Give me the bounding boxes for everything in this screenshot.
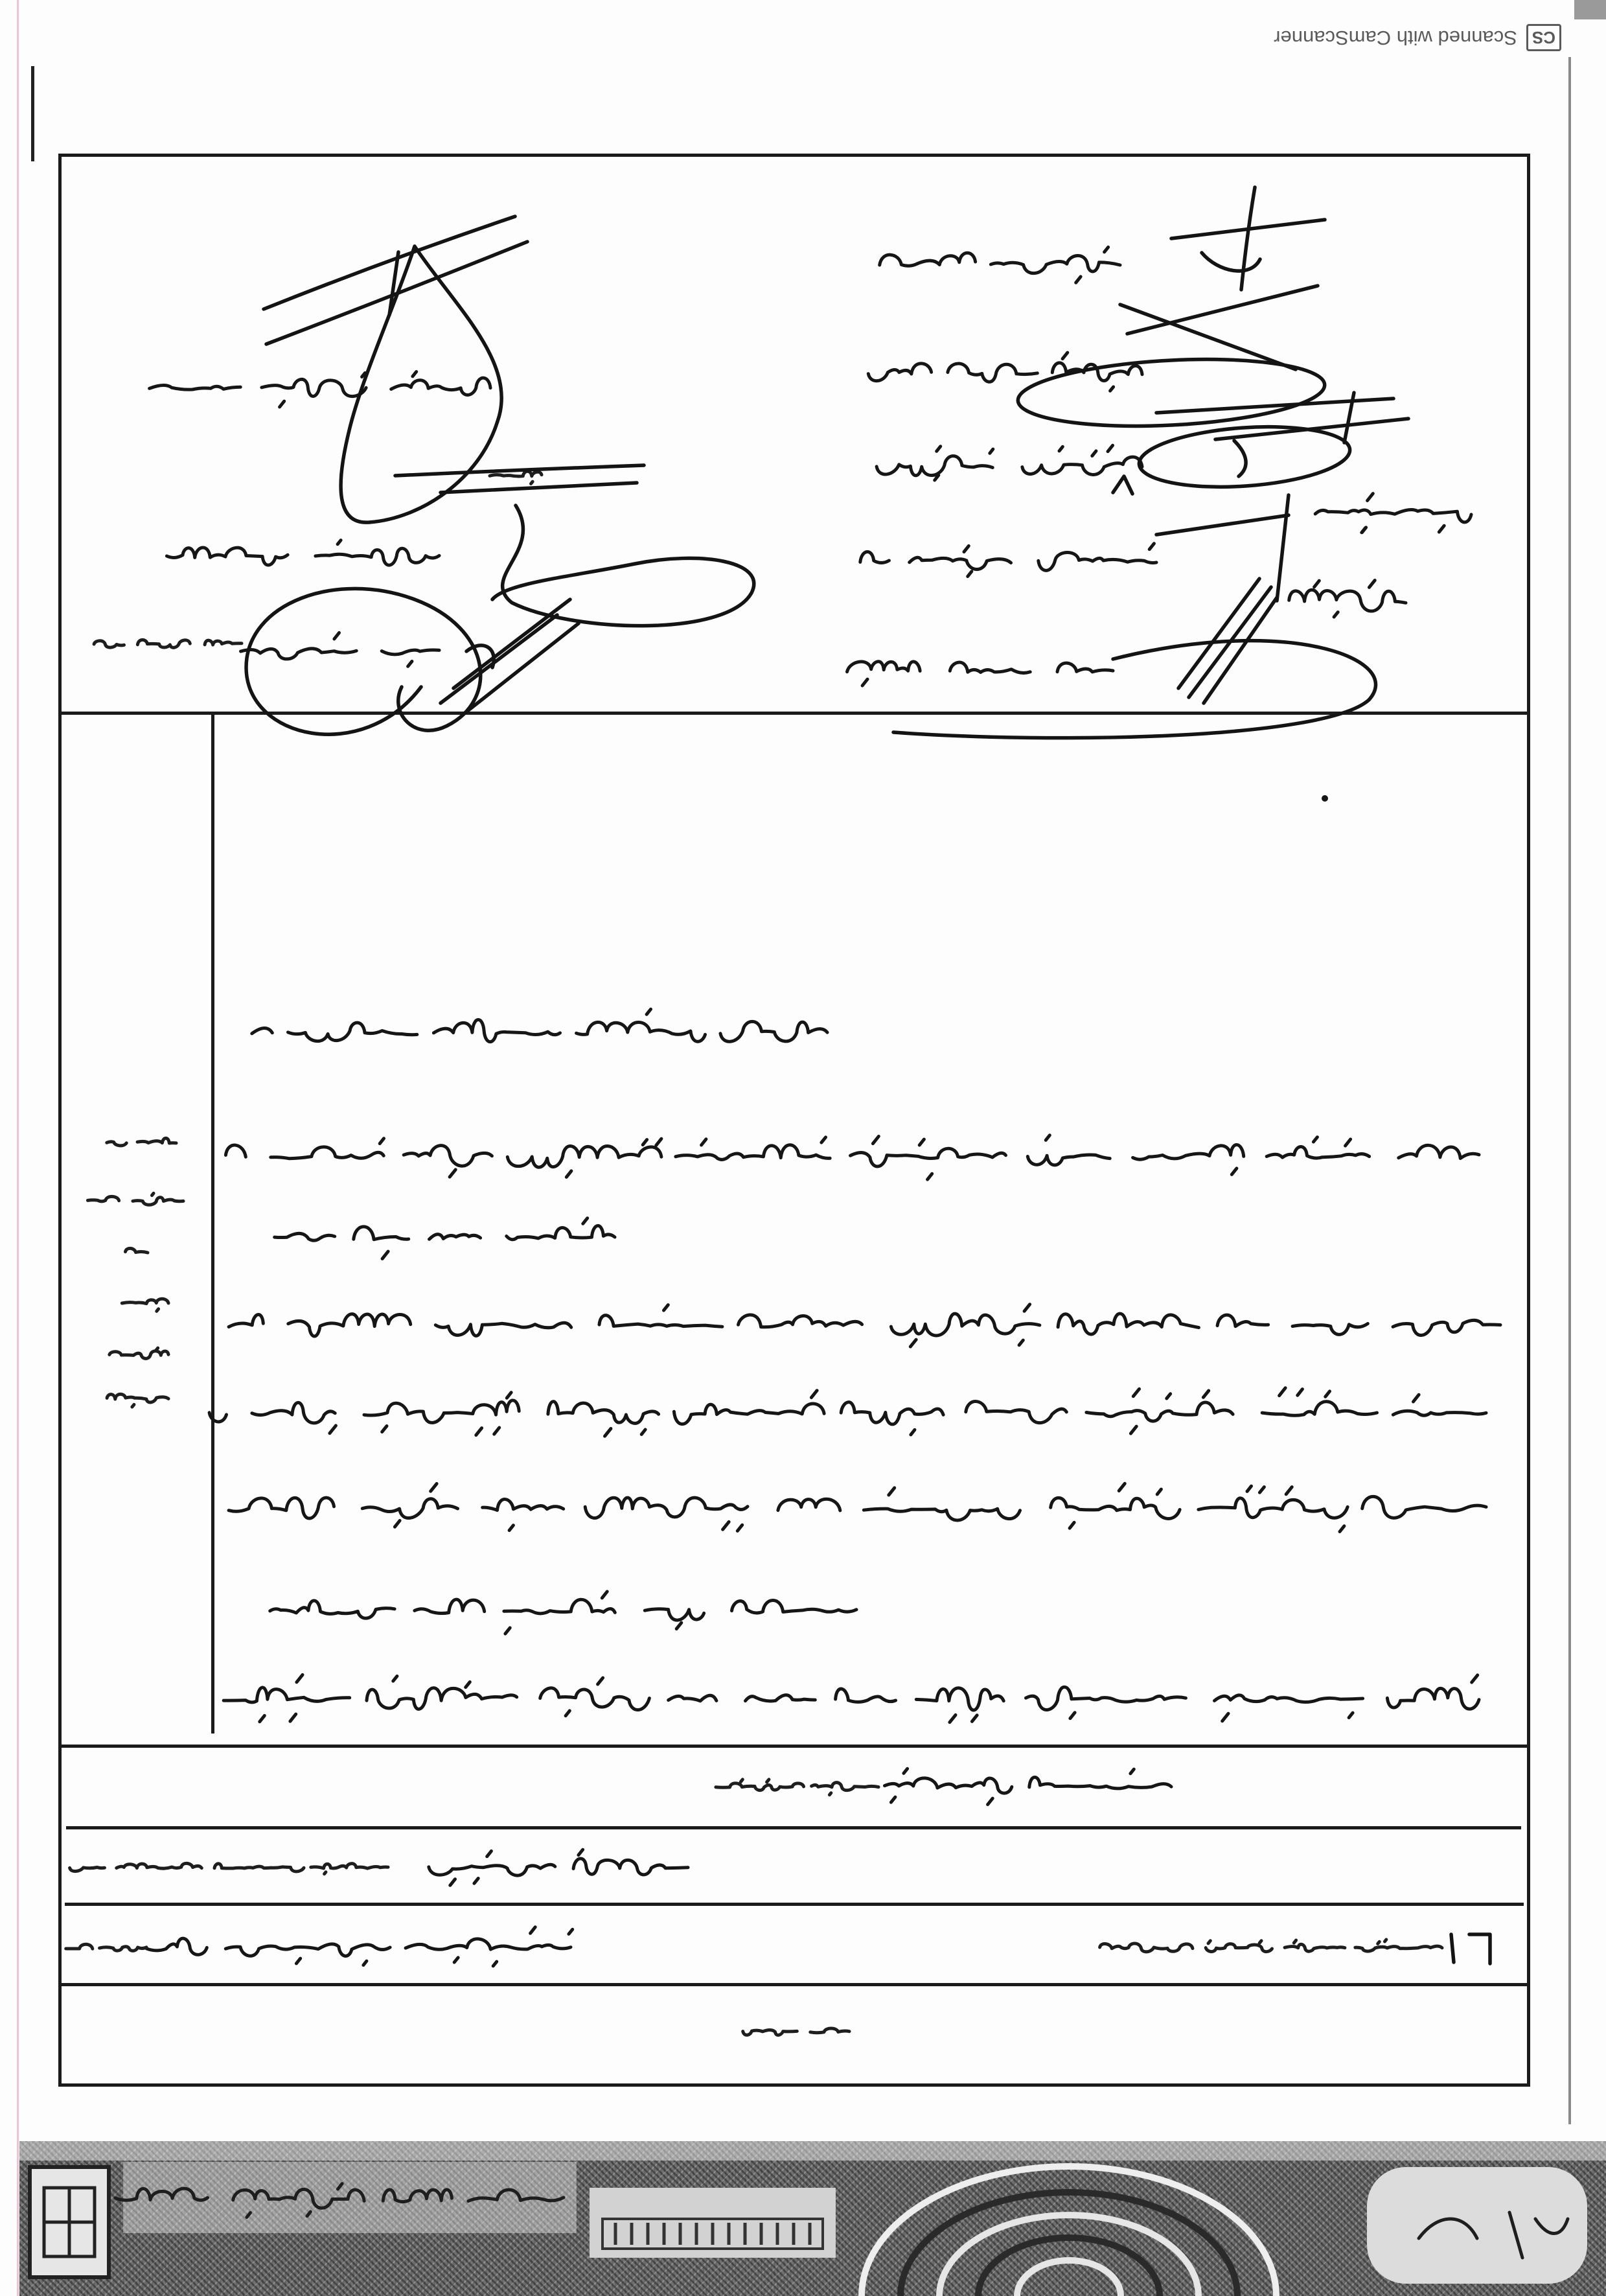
signature-stroke xyxy=(1202,253,1260,271)
watermark-text: Scanned with CamScanner xyxy=(1274,27,1517,49)
printed-form-label xyxy=(126,1248,148,1253)
decorative-banner-strip xyxy=(19,2141,1606,2296)
printed-form-label xyxy=(87,1193,183,1205)
handwritten-text-line xyxy=(847,662,1114,686)
handwritten-text-line xyxy=(166,540,439,566)
handwritten-text-line xyxy=(880,247,1120,283)
handwritten-text-line xyxy=(1289,581,1406,618)
handwritten-mark xyxy=(1451,1934,1454,1962)
signature-stroke xyxy=(1178,579,1259,688)
printed-form-label xyxy=(490,471,542,483)
banner-right-panel xyxy=(1367,2167,1587,2284)
signature-stroke xyxy=(246,588,481,734)
printed-form-label xyxy=(716,1780,878,1795)
printed-form-label xyxy=(94,640,242,647)
camscanner-logo-icon: CS xyxy=(1526,24,1561,51)
printed-form-label xyxy=(743,2028,849,2035)
banner-dome-pattern xyxy=(862,2166,1276,2296)
handwritten-mark xyxy=(1469,1934,1490,1964)
banner-center-panel xyxy=(590,2188,836,2258)
signature-stroke xyxy=(1204,597,1277,703)
banner-top-band xyxy=(19,2141,1606,2161)
signature-right xyxy=(893,187,1408,802)
printed-form-label xyxy=(109,1348,168,1358)
handwritten-text-line xyxy=(209,1388,1486,1437)
handwritten-text-line xyxy=(270,1592,856,1634)
emblem-icon xyxy=(30,2167,109,2277)
printed-form-label xyxy=(107,1138,176,1146)
signature-stroke xyxy=(492,505,754,626)
handwritten-text-line xyxy=(868,353,1142,391)
signature-stroke xyxy=(1277,495,1289,601)
handwritten-text-line xyxy=(229,1483,1486,1531)
handwritten-text-line xyxy=(1315,494,1471,533)
signature-stroke xyxy=(395,465,644,476)
handwritten-text-line xyxy=(241,632,440,666)
handwritten-text-line xyxy=(429,1850,688,1885)
signature-stroke xyxy=(1113,476,1132,494)
row-note-mark xyxy=(1451,1934,1490,1964)
printed-form-label xyxy=(122,1299,168,1311)
ink-dot xyxy=(1322,795,1328,802)
printed-form-label xyxy=(70,1863,388,1873)
signature-stroke xyxy=(441,483,637,493)
banner-artwork xyxy=(19,2141,1606,2296)
signature-stroke xyxy=(1156,515,1289,535)
handwritten-text-line xyxy=(275,1218,615,1259)
printed-form-label xyxy=(107,1394,168,1407)
signature-stroke xyxy=(1127,286,1318,334)
printed-form-label xyxy=(1100,1940,1442,1952)
handwritten-text-group xyxy=(146,247,1500,1966)
handwritten-text-line xyxy=(146,1927,573,1966)
signature-stroke xyxy=(893,641,1376,738)
handwritten-text-line xyxy=(885,1768,1172,1804)
handwritten-text-line xyxy=(229,1305,1500,1347)
printed-form-label xyxy=(66,1944,146,1951)
signature-stroke xyxy=(1234,441,1246,476)
signature-stroke xyxy=(1241,187,1255,290)
handwritten-text-line xyxy=(860,544,1156,577)
handwritten-text-line xyxy=(150,372,490,407)
handwritten-text-line xyxy=(877,445,1142,480)
printed-label-group xyxy=(66,471,1442,2035)
handwritten-text-line xyxy=(252,1009,827,1041)
handwritten-text-line xyxy=(224,1675,1479,1722)
handwritten-text-line xyxy=(225,1135,1479,1179)
